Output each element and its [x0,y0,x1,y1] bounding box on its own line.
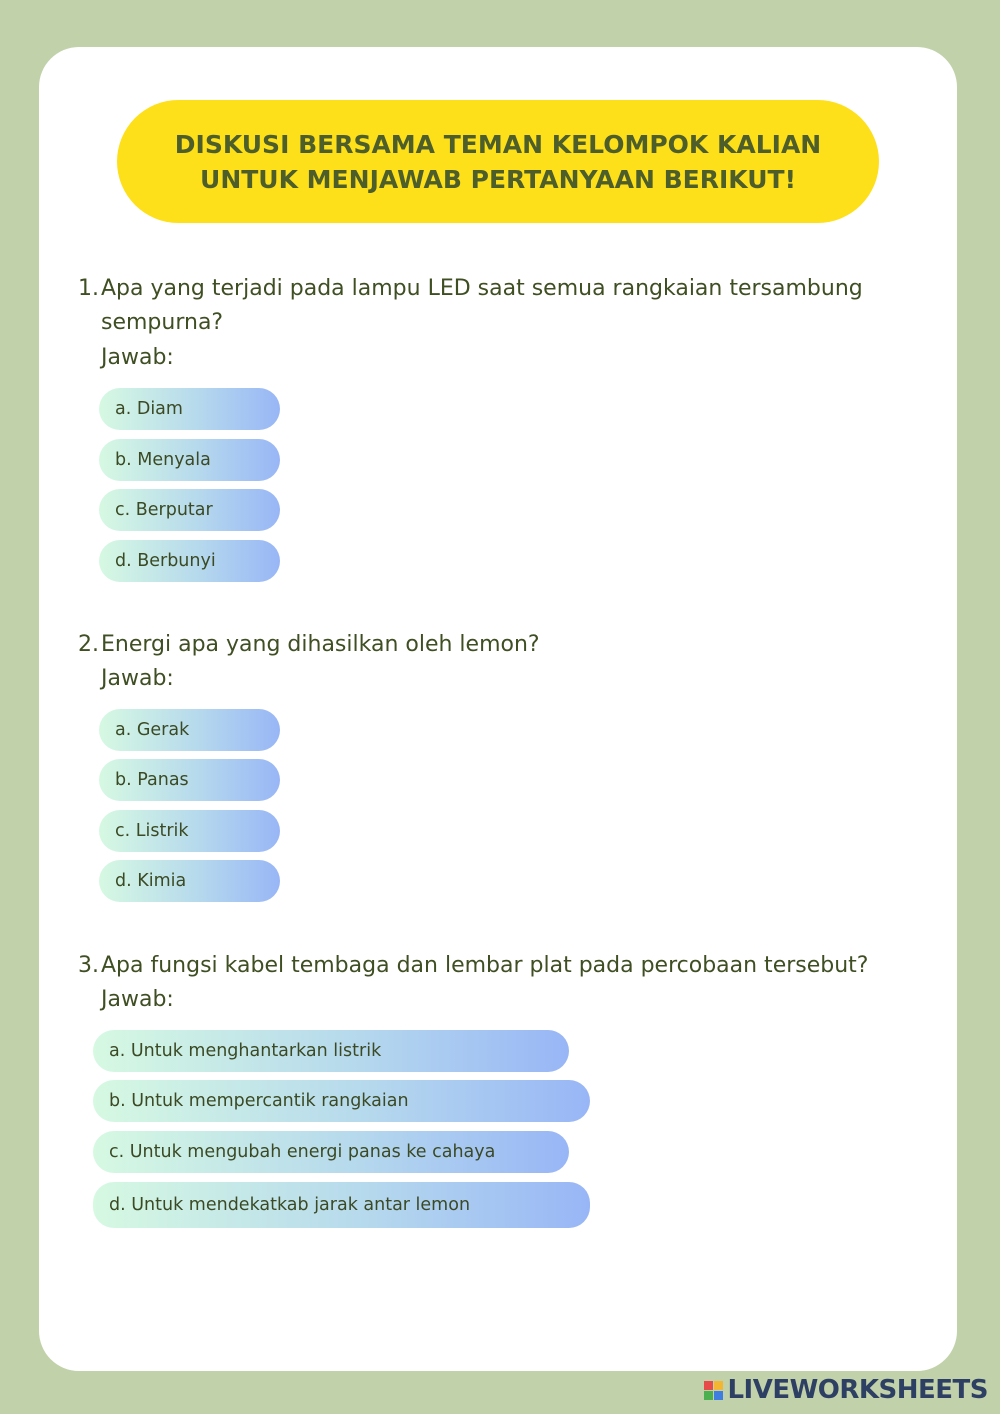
option-button[interactable]: a. Gerak [99,709,280,751]
option-button[interactable]: a. Diam [99,388,280,430]
question-1 [78,272,958,340]
answer-label: Jawab: [101,666,174,691]
question-text-line-1: Energi apa yang dihasilkan oleh lemon? [101,632,540,657]
answer-label: Jawab: [101,345,174,370]
banner-line-1: DISKUSI BERSAMA TEMAN KELOMPOK KALIAN [174,129,822,159]
liveworksheets-logo[interactable] [704,1374,988,1406]
option-button[interactable]: d. Berbunyi [99,540,280,582]
question-text-line-1: Apa fungsi kabel tembaga dan lembar plat pada percobaan tersebut? [101,953,869,978]
option-button[interactable]: c. Berputar [99,489,280,531]
banner-line-2: UNTUK MENJAWAB PERTANYAAN BERIKUT! [200,164,796,194]
question-3 [78,949,958,983]
question-number: 1. [78,276,99,301]
option-button[interactable]: b. Menyala [99,439,280,481]
option-button[interactable]: c. Untuk mengubah energi panas ke cahaya [93,1131,569,1173]
option-button[interactable]: b. Untuk mempercantik rangkaian [93,1080,590,1122]
option-button[interactable]: d. Untuk mendekatkab jarak antar lemon [93,1182,590,1228]
option-button[interactable]: a. Untuk menghantarkan listrik [93,1030,569,1072]
option-button[interactable]: b. Panas [99,759,280,801]
question-number: 3. [78,953,99,978]
question-number: 2. [78,632,99,657]
instruction-banner [117,100,879,223]
liveworksheets-logo-icon [704,1381,723,1400]
answer-label: Jawab: [101,987,174,1012]
logo-text: LIVEWORKSHEETS [727,1375,988,1405]
question-text-line-2: sempurna? [101,310,224,335]
question-text-line-1: Apa yang terjadi pada lampu LED saat semua rangkaian tersambung [101,276,863,301]
option-button[interactable]: c. Listrik [99,810,280,852]
option-button[interactable]: d. Kimia [99,860,280,902]
question-2 [78,628,958,662]
